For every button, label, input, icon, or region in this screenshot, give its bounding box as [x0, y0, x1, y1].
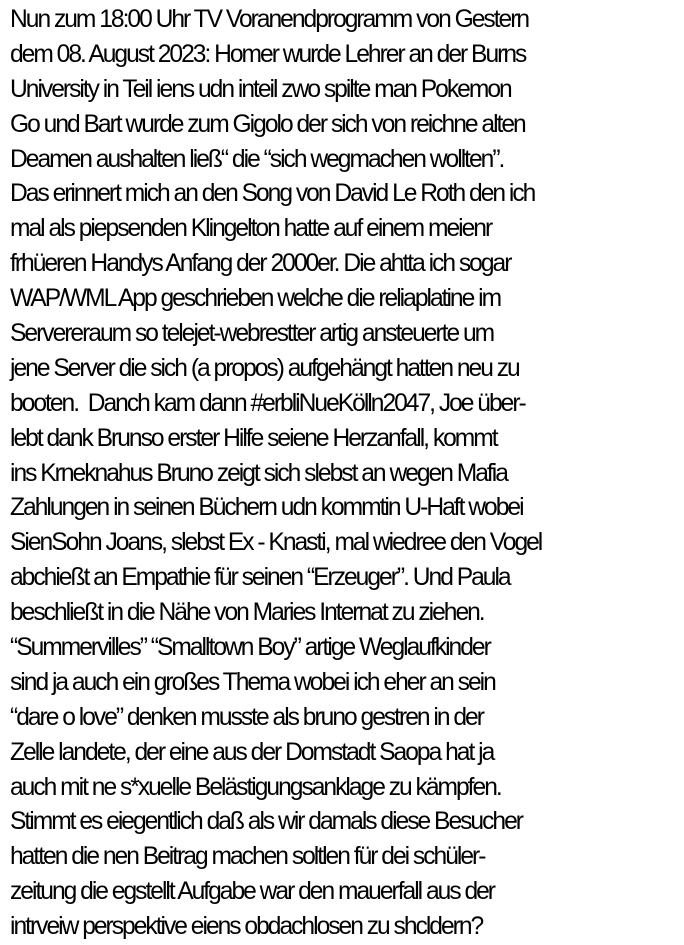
- text-line: hatten die nen Beitrag machen soltlen für dei schüler-: [10, 843, 485, 871]
- text-line: SienSohn Joans, slebst Ex - Knasti, mal wiedree den Vogel: [10, 529, 542, 557]
- text-line: University in Teil iens udn inteil zwo spilte man Pokemon: [10, 75, 511, 103]
- text-line: Deamen aushalten ließ“ die “sich wegmachen wollten”.: [10, 145, 504, 173]
- text-line: dem 08. August 2023: Homer wurde Lehrer an der Burns: [10, 40, 526, 68]
- text-line: Zelle landete, der eine aus der Domstadt Saopa hat ja: [10, 738, 494, 766]
- text-line: abchießt an Empathie für seinen “Erzeuger”. Und Paula: [10, 564, 510, 592]
- text-line: mal als piepsenden Klingelton hatte auf einem meienr: [10, 215, 492, 243]
- text-line: Nun zum 18:00 Uhr TV Voranendprogramm von Gestern: [10, 6, 529, 33]
- body-text: [10, 3, 682, 945]
- text-line: “Summervilles” “Smalltown Boy” artige Weglaufkinder: [10, 634, 490, 662]
- text-line: Servereraum so telejet-webrestter artig ansteuerte um: [10, 320, 494, 348]
- text-line: frhüeren Handys Anfang der 2000er. Die ahtta ich sogar: [10, 250, 511, 278]
- text-line: “dare o love” denken musste als bruno gestren in der: [10, 703, 483, 731]
- text-line: jene Server die sich (a propos) aufgehängt hatten neu zu: [10, 354, 519, 382]
- text-line: Das erinnert mich an den Song von David Le Roth den ich: [10, 180, 535, 208]
- text-line: ins Krneknahus Bruno zeigt sich slebst an wegen Mafia: [10, 459, 507, 487]
- text-line: booten. Danch kam dann #erbliNueKölln2047, Joe über-: [10, 389, 525, 417]
- text-line: beschließt in die Nähe von Maries Internat zu ziehen.: [10, 599, 484, 627]
- text-line: intrveiw perspektive eiens obdachlosen zu shcldern?: [10, 913, 483, 941]
- text-line: lebt dank Brunso erster Hilfe seiene Herzanfall, kommt: [10, 424, 497, 452]
- text-line: WAP/WML App geschrieben welche die reliaplatine im: [10, 285, 501, 313]
- text-line: zeitung die egstellt Aufgabe war den mauerfall aus der: [10, 878, 494, 906]
- text-line: Go und Bart wurde zum Gigolo der sich von reichne alten: [10, 110, 525, 138]
- text-line: auch mit ne s*xuelle Belästigungsanklage zu kämpfen.: [10, 773, 501, 801]
- text-line: Zahlungen in seinen Büchern udn kommtin U-Haft wobei: [10, 494, 523, 522]
- text-line: sind ja auch ein großes Thema wobei ich eher an sein: [10, 668, 495, 696]
- text-line: Stimmt es eiegentlich daß als wir damals diese Besucher: [10, 808, 522, 836]
